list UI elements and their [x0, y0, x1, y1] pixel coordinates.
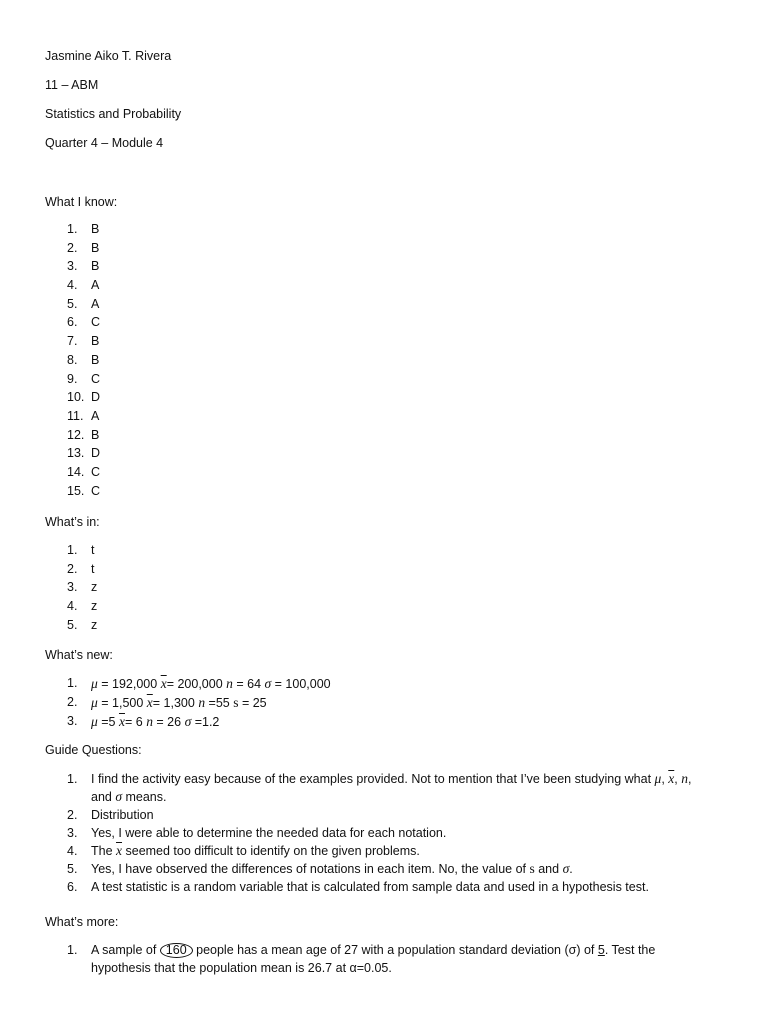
whats-in-item: 1. t [67, 543, 95, 557]
answer-text: z [91, 599, 98, 614]
answer-text: t [91, 561, 95, 576]
whats-more-list [45, 941, 711, 977]
circled-value: 160 [160, 943, 193, 958]
what-i-know-item: 4. A [67, 278, 100, 293]
whats-in-list [45, 541, 97, 634]
answer-text: C [91, 315, 101, 330]
answer-text: B [91, 352, 100, 367]
underlined-value: 5 [597, 943, 605, 957]
answer-text: B [91, 240, 100, 255]
guide-question-item: 6. A test statistic is a random variable that is calculated from sample data and used in a hypothesis test. [67, 880, 649, 894]
answer-text: C [91, 464, 101, 479]
grade-section: 11 – ABM [45, 78, 99, 92]
guide-questions-list [45, 770, 711, 896]
whats-in-heading: What’s in: [45, 515, 100, 529]
whats-in-item: 3. z [67, 580, 98, 595]
whats-new-heading: What’s new: [45, 648, 113, 662]
guide-question-item: 2. Distribution [67, 808, 154, 822]
what-i-know-item: 1. B [67, 222, 100, 236]
subject: Statistics and Probability [45, 107, 182, 121]
answer-text: C [91, 371, 101, 386]
module-title: Quarter 4 – Module 4 [45, 136, 164, 150]
answer-text: B [91, 334, 100, 349]
whats-new-item: 1. μ = 192,000 $\overline{x}= 200,000$ n = 64 σ = 100,000 [67, 676, 331, 691]
what-i-know-item: 8. B [67, 352, 100, 367]
what-i-know-item: 15. C [67, 483, 101, 498]
what-i-know-item: 11. A [67, 408, 100, 423]
what-i-know-item: 2. B [67, 240, 100, 255]
whats-in-item: 4. z [67, 599, 98, 614]
answer-text: B [91, 427, 100, 442]
answer-text: D [91, 390, 101, 405]
guide-question-item: 5. Yes, I have observed the differences of notations in each item. No, the value of s and σ. [67, 861, 573, 876]
answer-text: A [91, 408, 100, 423]
student-name: Jasmine Aiko T. Rivera [45, 49, 172, 63]
answer-text: D [91, 446, 101, 461]
answer-text: B [91, 222, 100, 236]
guide-questions-heading: Guide Questions: [45, 743, 142, 757]
what-i-know-item: 5. A [67, 296, 100, 311]
answer-text: A [91, 278, 100, 293]
whats-more-item: 1. A sample of 160 people has a mean age of 27 with a population standard deviation (σ) of 5. Test the hypothesis that the population mean is 26.7 at α=0.05. [67, 943, 656, 975]
answer-text: z [91, 617, 98, 632]
answer-text: t [91, 543, 95, 557]
what-i-know-item: 12. B [67, 427, 100, 442]
what-i-know-item: 14. C [67, 464, 101, 479]
whats-in-item: 2. t [67, 561, 95, 576]
what-i-know-list [45, 220, 100, 500]
whats-new-item: 2. μ = 1,500 $\overline{x}= 1,300$ n =55 s = 25 [67, 695, 267, 710]
what-i-know-item: 3. B [67, 259, 100, 274]
what-i-know-item: 6. C [67, 315, 101, 330]
what-i-know-heading: What I know: [45, 195, 118, 209]
answer-text: z [91, 580, 98, 595]
whats-new-list [45, 674, 331, 731]
whats-new-item: 3. μ =5 $\overline{x}= 6$ n = 26 σ =1.2 [67, 714, 220, 729]
guide-question-item: 1. I find the activity easy because of the examples provided. Not to mention that I’ve been studying what μ, $\overline{x}$, n, and σ means. [67, 771, 692, 804]
guide-question-item: 3. Yes, I were able to determine the needed data for each notation. [67, 826, 447, 840]
whats-more-heading: What’s more: [45, 915, 119, 929]
what-i-know-item: 13. D [67, 446, 101, 461]
what-i-know-item: 10. D [67, 390, 101, 405]
what-i-know-item: 7. B [67, 334, 100, 349]
guide-question-item: 4. The $\overline{x}$ seemed too difficult to identify on the given problems. [67, 843, 420, 858]
whats-in-item: 5. z [67, 617, 98, 632]
what-i-know-item: 9. C [67, 371, 101, 386]
answer-text: A [91, 296, 100, 311]
answer-text: C [91, 483, 101, 498]
answer-text: B [91, 259, 100, 274]
